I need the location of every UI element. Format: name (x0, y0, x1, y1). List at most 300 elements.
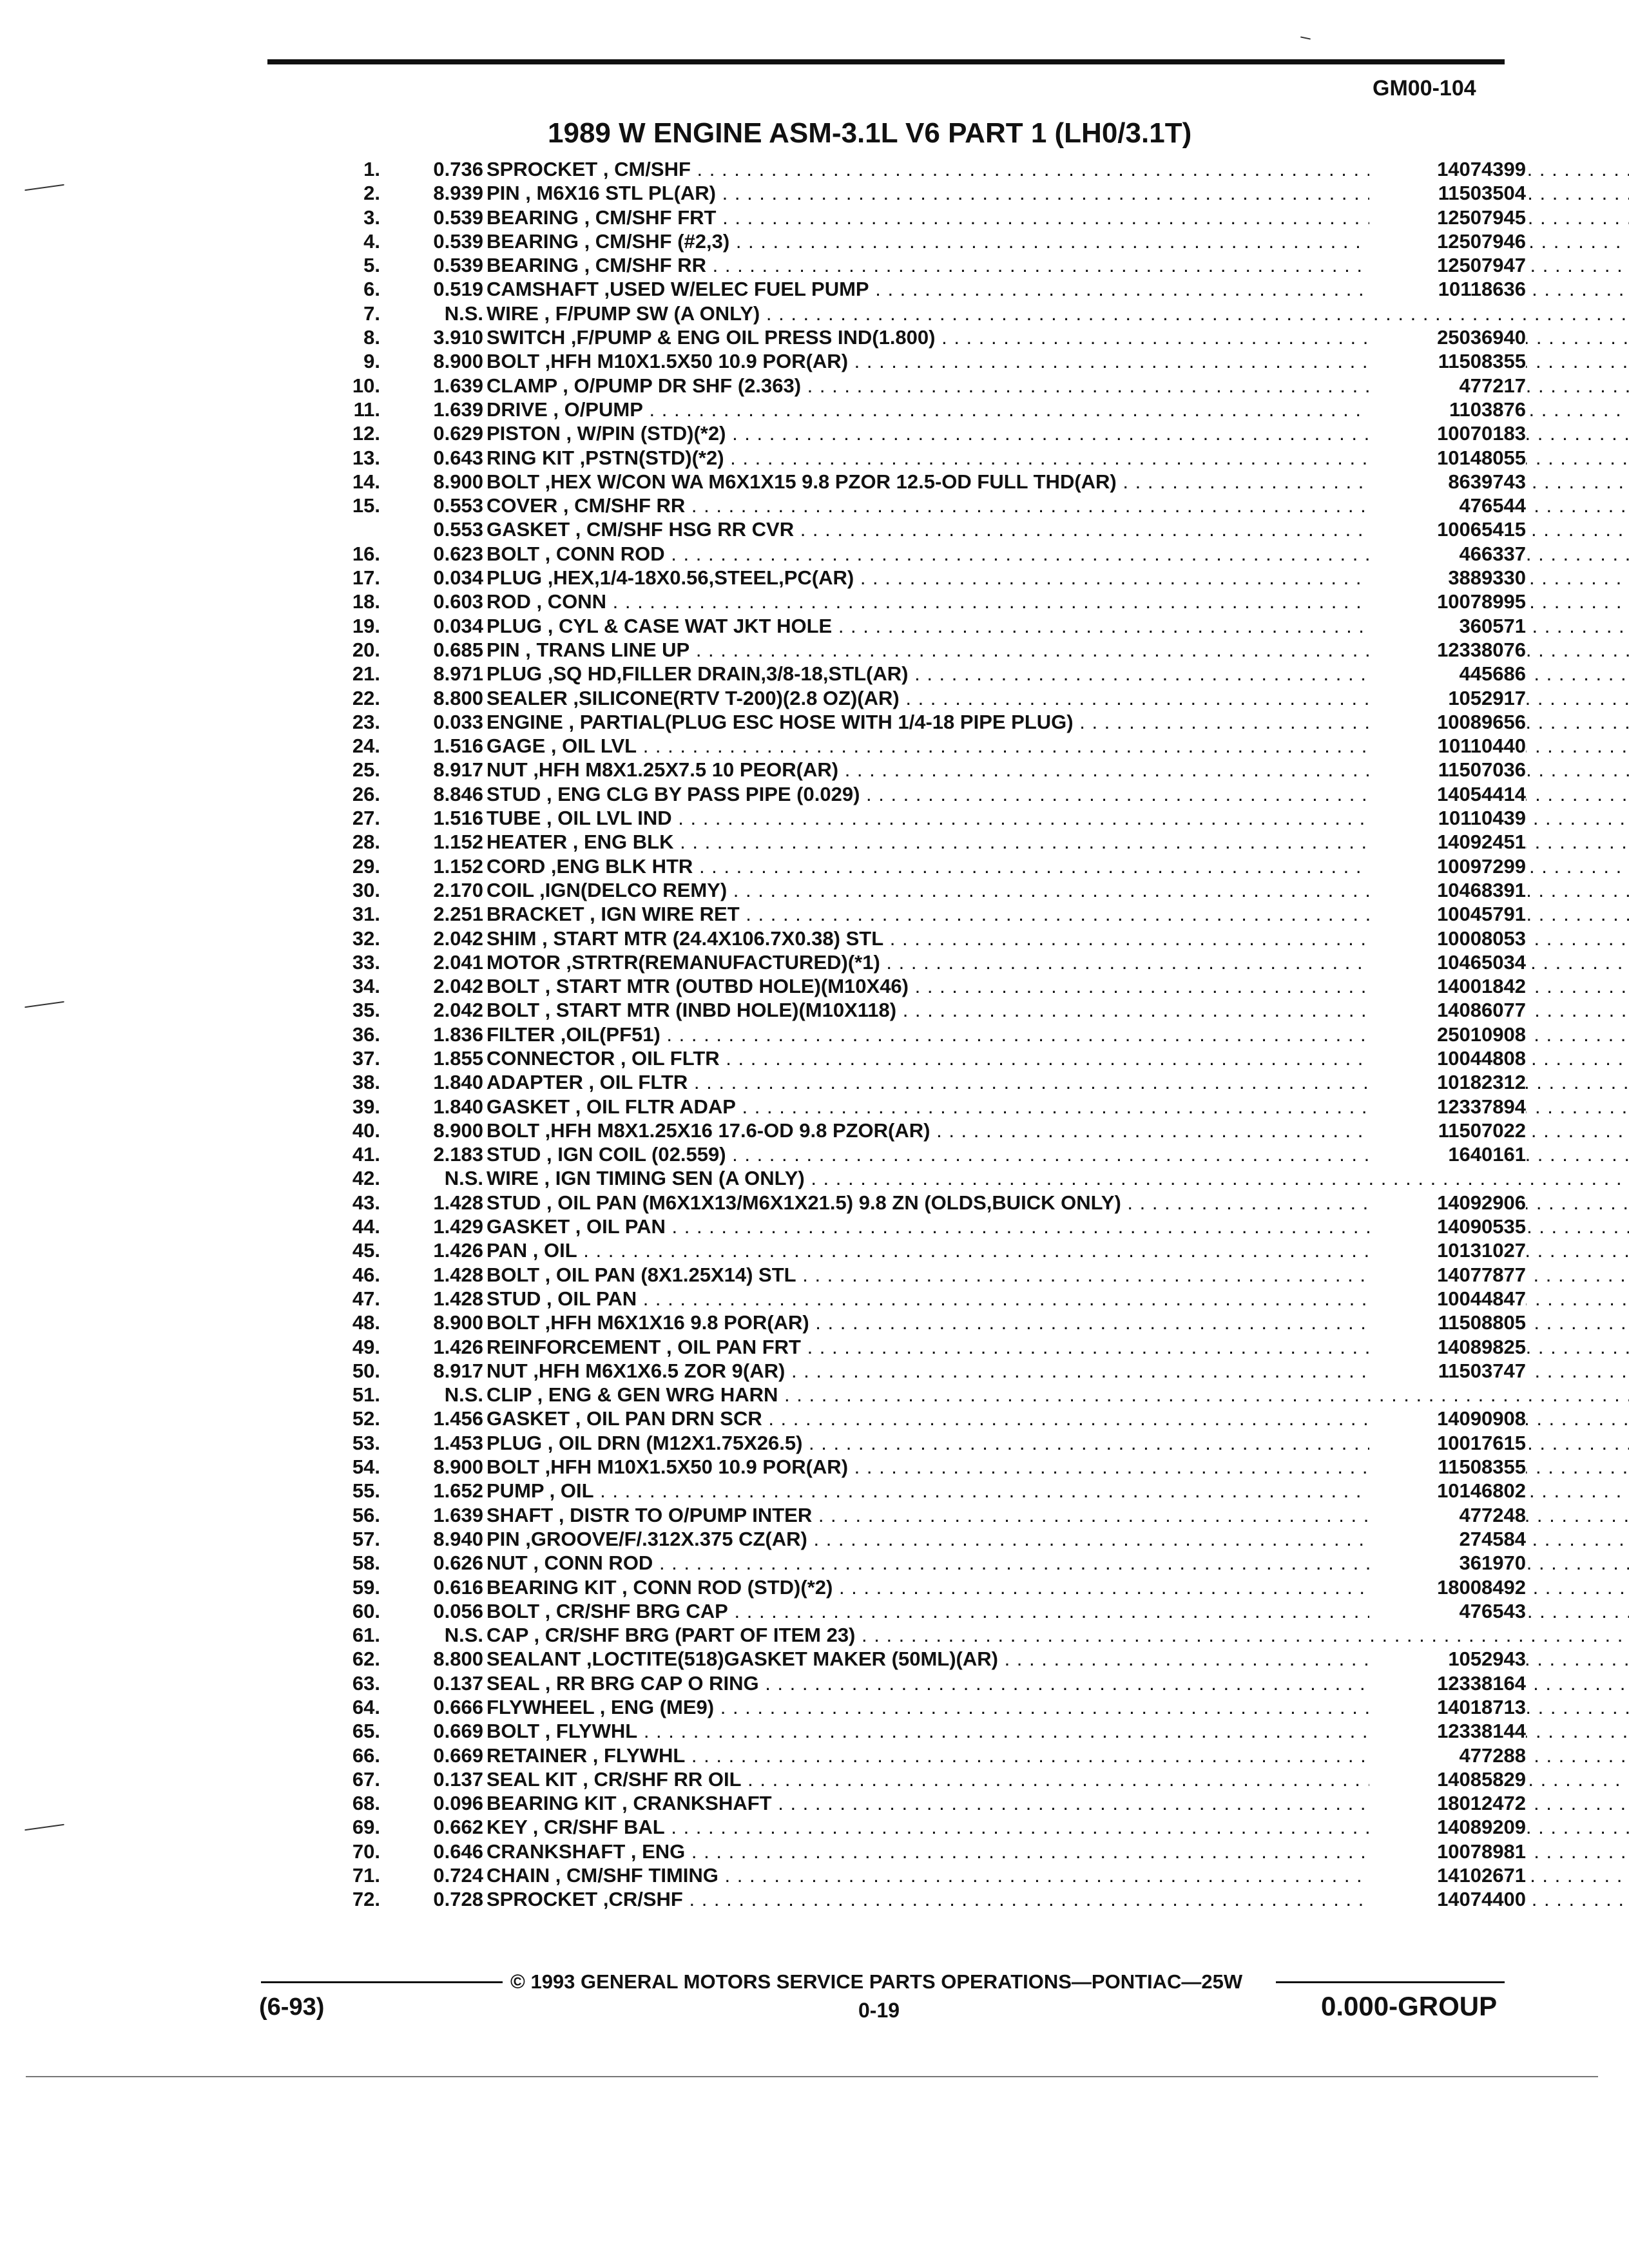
part-description: BOLT ,HFH M10X1.5X50 10.9 POR(AR) . . . (487, 1455, 1629, 1479)
group-number-cell: 1.516 (433, 807, 483, 830)
parts-row (284, 590, 1526, 613)
item-number: 14. (352, 470, 380, 493)
part-number: 18012472 (1369, 1791, 1526, 1815)
parts-row (284, 229, 1526, 253)
top-rule (267, 59, 1505, 64)
item-number: 19. (352, 614, 380, 637)
item-number: 60. (352, 1599, 380, 1622)
part-number: 10146802 (1369, 1479, 1526, 1503)
copyright-notice: © 1993 GENERAL MOTORS SERVICE PARTS OPERATIONS—PONTIAC—25W (510, 1970, 1243, 1993)
item-number: 35. (352, 999, 380, 1022)
part-number: 10097299 (1369, 854, 1526, 878)
part-description: SPROCKET ,CR/SHF . . . (487, 1887, 1629, 1911)
parts-row (284, 638, 1526, 662)
part-number: 445686 (1369, 662, 1526, 686)
group-number-cell: 0.728 (433, 1888, 483, 1911)
part-description: SEALANT ,LOCTITE(518)GASKET MAKER (50ML)(AR) . . . (487, 1647, 1629, 1671)
item-number: 72. (352, 1888, 380, 1911)
part-number: 14089209 (1369, 1815, 1526, 1839)
item-number: 27. (352, 807, 380, 830)
parts-row (284, 1142, 1526, 1166)
part-description: BOLT ,HFH M8X1.25X16 17.6-OD 9.8 PZOR(AR) . . . (487, 1119, 1629, 1142)
parts-row (284, 1551, 1526, 1575)
part-number: 1640161 (1369, 1142, 1526, 1166)
group-number-cell: 0.666 (433, 1696, 483, 1718)
parts-row (284, 1095, 1526, 1119)
part-number: 12337894 (1369, 1095, 1526, 1119)
item-number: 13. (352, 446, 380, 469)
part-number: 477288 (1369, 1744, 1526, 1767)
item-number: 2. (363, 182, 380, 205)
part-description: BEARING , CM/SHF (#2,3) . . . (487, 229, 1629, 253)
part-number: 8639743 (1369, 470, 1526, 494)
part-number: 10070183 (1369, 421, 1526, 445)
group-number-cell: 0.137 (433, 1671, 483, 1695)
group-number-cell: 8.940 (433, 1527, 483, 1550)
part-number: 14018713 (1369, 1695, 1526, 1719)
parts-row (284, 1791, 1526, 1815)
group-number-cell: 0.034 (433, 614, 483, 637)
parts-row (284, 1166, 1521, 1190)
item-number: 26. (352, 782, 380, 805)
group-number-cell: 8.900 (433, 1119, 483, 1142)
item-number: 8. (363, 326, 380, 349)
part-number: 14085829 (1369, 1767, 1526, 1791)
part-description: CLAMP , O/PUMP DR SHF (2.363) . . . (487, 374, 1629, 398)
part-number: 3889330 (1369, 566, 1526, 590)
item-number: 55. (352, 1479, 380, 1503)
part-description: PIN , M6X16 STL PL(AR) . . . (487, 181, 1629, 205)
group-number-cell: N.S. (444, 302, 483, 325)
part-description: BOLT , OIL PAN (8X1.25X14) STL . . . (487, 1263, 1629, 1287)
part-number: 11507036 (1369, 758, 1526, 782)
part-number: 12507945 (1369, 206, 1526, 229)
group-number-cell: 1.428 (433, 1287, 483, 1310)
item-number: 67. (352, 1767, 380, 1791)
group-number-cell: 1.453 (433, 1431, 483, 1454)
item-number: 38. (352, 1071, 380, 1094)
scan-mark (24, 1824, 64, 1831)
part-description: MOTOR ,STRTR(REMANUFACTURED)(*1) . . . (487, 950, 1629, 974)
group-number-cell: 1.426 (433, 1239, 483, 1262)
group-number-cell: 2.042 (433, 975, 483, 998)
item-number: 32. (352, 927, 380, 950)
part-description: RETAINER , FLYWHL . . . (487, 1744, 1629, 1767)
item-number: 68. (352, 1792, 380, 1815)
parts-row (284, 157, 1526, 181)
part-number: 14090535 (1369, 1215, 1526, 1238)
part-number: 274584 (1369, 1527, 1526, 1551)
item-number: 18. (352, 590, 380, 613)
part-description: BOLT ,HEX W/CON WA M6X1X15 9.8 PZOR 12.5-OD FULL THD(AR) . . . (487, 470, 1629, 494)
part-description: CRANKSHAFT , ENG . . . (487, 1840, 1629, 1863)
item-number: 45. (352, 1239, 380, 1262)
item-number: 29. (352, 854, 380, 878)
part-description: ADAPTER , OIL FLTR . . . (487, 1070, 1629, 1094)
parts-row (284, 446, 1526, 470)
group-number-cell: 0.096 (433, 1792, 483, 1815)
part-number: 14090908 (1369, 1407, 1526, 1430)
parts-row (284, 878, 1526, 902)
parts-row (284, 253, 1526, 277)
part-number: 11508355 (1369, 349, 1526, 373)
group-number-cell: 2.042 (433, 927, 483, 950)
part-number: 14086077 (1369, 998, 1526, 1022)
part-description: RING KIT ,PSTN(STD)(*2) . . . (487, 446, 1629, 470)
part-description: HEATER , ENG BLK . . . (487, 830, 1629, 854)
parts-row (284, 421, 1526, 445)
group-number-cell: 0.137 (433, 1767, 483, 1791)
part-description: GASKET , OIL PAN . . . (487, 1215, 1629, 1238)
part-number: 11507022 (1369, 1119, 1526, 1142)
scan-mark (1300, 36, 1311, 39)
parts-row (284, 1238, 1526, 1262)
part-description: PLUG , OIL DRN (M12X1.75X26.5) . . . (487, 1431, 1629, 1455)
group-number-cell: 0.643 (433, 446, 483, 469)
group-number-cell: 0.623 (433, 542, 483, 565)
item-number: 65. (352, 1720, 380, 1743)
item-number: 30. (352, 878, 380, 901)
item-number: 15. (352, 494, 380, 517)
parts-row (284, 206, 1526, 229)
part-number: 10465034 (1369, 950, 1526, 974)
part-description: FILTER ,OIL(PF51) . . . (487, 1023, 1629, 1046)
item-number: 23. (352, 710, 380, 733)
part-number: 10182312 (1369, 1070, 1526, 1094)
item-number: 17. (352, 566, 380, 590)
parts-row (284, 1191, 1526, 1215)
part-description: PIN ,GROOVE/F/.312X.375 CZ(AR) . . . (487, 1527, 1629, 1551)
part-description: KEY , CR/SHF BAL . . . (487, 1815, 1629, 1839)
part-description: BOLT , START MTR (INBD HOLE)(M10X118) . . . (487, 998, 1629, 1022)
item-number: 56. (352, 1503, 380, 1526)
parts-row (284, 1479, 1526, 1503)
item-number: 50. (352, 1359, 380, 1382)
part-number: 14074400 (1369, 1887, 1526, 1911)
item-number: 21. (352, 662, 380, 686)
footer-rule-left (261, 1981, 503, 1983)
parts-row (284, 782, 1526, 806)
part-number: 10065415 (1369, 517, 1526, 541)
group-number-cell: 1.152 (433, 831, 483, 854)
part-description: NUT ,HFH M8X1.25X7.5 10 PEOR(AR) . . . (487, 758, 1629, 782)
item-number: 58. (352, 1552, 380, 1575)
part-number: 10468391 (1369, 878, 1526, 902)
parts-row (284, 854, 1526, 878)
part-description: REINFORCEMENT , OIL PAN FRT . . . (487, 1335, 1629, 1359)
parts-row (284, 1599, 1526, 1623)
part-number: 10044808 (1369, 1046, 1526, 1070)
part-number: 18008492 (1369, 1575, 1526, 1599)
item-number: 46. (352, 1263, 380, 1286)
part-number: 10131027 (1369, 1238, 1526, 1262)
part-description: CAP , CR/SHF BRG (PART OF ITEM 23) . . . (487, 1623, 1629, 1647)
group-number-cell: 0.603 (433, 590, 483, 613)
revision-date: (6-93) (259, 1994, 325, 2021)
item-number: 69. (352, 1816, 380, 1839)
parts-row (284, 998, 1526, 1022)
group-number-cell: 8.917 (433, 1359, 483, 1382)
group-number-cell: 0.662 (433, 1816, 483, 1839)
item-number: 61. (352, 1624, 380, 1647)
part-description: BRACKET , IGN WIRE RET . . . (487, 902, 1629, 926)
parts-row (284, 181, 1526, 205)
part-number: 360571 (1369, 614, 1526, 638)
group-number-cell: 1.426 (433, 1335, 483, 1358)
parts-row (284, 1407, 1526, 1430)
parts-row (284, 470, 1526, 494)
group-number-cell: 8.800 (433, 1648, 483, 1671)
page-number: 0-19 (858, 1999, 900, 2022)
part-number: 10118636 (1369, 277, 1526, 301)
part-number: 12338144 (1369, 1719, 1526, 1743)
group-number-cell: 8.900 (433, 1456, 483, 1479)
part-number: 14001842 (1369, 974, 1526, 998)
group-number-cell: 1.429 (433, 1215, 483, 1238)
parts-row (284, 1744, 1526, 1767)
parts-row (284, 758, 1526, 782)
group-number-cell: 8.917 (433, 758, 483, 782)
parts-row (284, 1335, 1526, 1359)
part-number: 14092906 (1369, 1191, 1526, 1215)
part-description: PLUG ,HEX,1/4-18X0.56,STEEL,PC(AR) . . . (487, 566, 1629, 590)
part-description: CHAIN , CM/SHF TIMING . . . (487, 1863, 1629, 1887)
part-description: STUD , OIL PAN . . . (487, 1287, 1629, 1311)
group-number-cell: 0.629 (433, 422, 483, 445)
parts-row (284, 349, 1526, 373)
item-number: 57. (352, 1527, 380, 1550)
group-number-cell: 0.519 (433, 278, 483, 301)
group-number-cell: 0.539 (433, 254, 483, 277)
parts-row (284, 302, 1521, 325)
group-number-cell: 8.900 (433, 1311, 483, 1334)
part-number: 10008053 (1369, 927, 1526, 950)
parts-row (284, 1431, 1526, 1455)
part-description: PUMP , OIL . . . (487, 1479, 1629, 1503)
group-number-cell: 1.639 (433, 374, 483, 397)
group-number: 0.000-GROUP (1321, 1991, 1498, 2021)
item-number: 16. (352, 542, 380, 565)
parts-row (284, 1695, 1526, 1719)
group-number-cell: 1.428 (433, 1263, 483, 1286)
group-number-cell: 2.170 (433, 878, 483, 901)
parts-row (284, 1647, 1526, 1671)
item-number: 70. (352, 1840, 380, 1863)
part-number: 25010908 (1369, 1023, 1526, 1046)
parts-row (284, 1719, 1526, 1743)
group-number-cell: 0.616 (433, 1575, 483, 1599)
item-number: 43. (352, 1191, 380, 1214)
item-number: 25. (352, 758, 380, 782)
part-description: BOLT , CR/SHF BRG CAP . . . (487, 1599, 1629, 1623)
group-number-cell: 1.855 (433, 1046, 483, 1070)
parts-row (284, 950, 1526, 974)
part-number: 10110439 (1369, 806, 1526, 830)
parts-row (284, 806, 1526, 830)
part-description: BOLT ,HFH M6X1X16 9.8 POR(AR) . . . (487, 1311, 1629, 1334)
parts-row (284, 686, 1526, 710)
parts-row (284, 1455, 1526, 1479)
item-number: 34. (352, 975, 380, 998)
item-number: 71. (352, 1864, 380, 1887)
part-number: 11508805 (1369, 1311, 1526, 1334)
group-number-cell: 0.553 (433, 494, 483, 517)
part-number: 10110440 (1369, 734, 1526, 758)
parts-row (284, 517, 1526, 541)
item-number: 63. (352, 1671, 380, 1695)
part-description: CORD ,ENG BLK HTR . . . (487, 854, 1629, 878)
part-description: BEARING , CM/SHF RR . . . (487, 253, 1629, 277)
part-number: 10017615 (1369, 1431, 1526, 1455)
parts-row (284, 398, 1526, 421)
parts-row (284, 1767, 1526, 1791)
item-number: 6. (363, 278, 380, 301)
item-number: 49. (352, 1335, 380, 1358)
parts-row (284, 1287, 1526, 1311)
item-number: 12. (352, 422, 380, 445)
part-number: 14102671 (1369, 1863, 1526, 1887)
group-number-cell: 0.626 (433, 1552, 483, 1575)
part-number: 14054414 (1369, 782, 1526, 806)
group-number-cell: 0.669 (433, 1720, 483, 1743)
parts-row (284, 614, 1526, 638)
parts-row (284, 1359, 1526, 1383)
group-number-cell: 0.539 (433, 206, 483, 229)
parts-row (284, 1503, 1526, 1527)
item-number: 33. (352, 950, 380, 974)
group-number-cell: 0.539 (433, 229, 483, 253)
parts-row (284, 974, 1526, 998)
part-number: 1052917 (1369, 686, 1526, 710)
item-number: 3. (363, 206, 380, 229)
parts-row (284, 1671, 1526, 1695)
item-number: 28. (352, 831, 380, 854)
group-number-cell: 3.910 (433, 326, 483, 349)
item-number: 40. (352, 1119, 380, 1142)
part-description: PLUG ,SQ HD,FILLER DRAIN,3/8-18,STL(AR) . . . (487, 662, 1629, 686)
part-description: PLUG , CYL & CASE WAT JKT HOLE . . . (487, 614, 1629, 638)
item-number: 22. (352, 686, 380, 709)
item-number: 52. (352, 1407, 380, 1430)
item-number: 5. (363, 254, 380, 277)
part-number: 25036940 (1369, 325, 1526, 349)
part-description: SHIM , START MTR (24.4X106.7X0.38) STL . . . (487, 927, 1629, 950)
part-number: 10089656 (1369, 710, 1526, 734)
item-number: 48. (352, 1311, 380, 1334)
part-description: PAN , OIL . . . (487, 1238, 1629, 1262)
item-number: 20. (352, 638, 380, 661)
part-number: 10078995 (1369, 590, 1526, 613)
part-number: 12338076 (1369, 638, 1526, 662)
part-description: WIRE , F/PUMP SW (A ONLY) . . . (487, 302, 1629, 325)
part-description: TUBE , OIL LVL IND . . . (487, 806, 1629, 830)
group-number-cell: 1.456 (433, 1407, 483, 1430)
part-description: WIRE , IGN TIMING SEN (A ONLY) . . . (487, 1166, 1629, 1190)
part-description: SEAL , RR BRG CAP O RING . . . (487, 1671, 1629, 1695)
group-number-cell: 1.639 (433, 398, 483, 421)
item-number: 4. (363, 229, 380, 253)
parts-row (284, 1383, 1521, 1407)
parts-row (284, 1023, 1526, 1046)
part-number: 477248 (1369, 1503, 1526, 1527)
part-description: FLYWHEEL , ENG (ME9) . . . (487, 1695, 1629, 1719)
group-number-cell: 1.840 (433, 1095, 483, 1118)
part-description: STUD , OIL PAN (M6X1X13/M6X1X21.5) 9.8 ZN (OLDS,BUICK ONLY) . . . (487, 1191, 1629, 1215)
parts-row (284, 1311, 1526, 1334)
part-description: SEAL KIT , CR/SHF RR OIL . . . (487, 1767, 1629, 1791)
bottom-rule (26, 2076, 1598, 2077)
parts-row (284, 662, 1526, 686)
part-number: 11503504 (1369, 181, 1526, 205)
item-number: 31. (352, 903, 380, 926)
item-number: 9. (363, 350, 380, 373)
group-number-cell: 8.971 (433, 662, 483, 686)
parts-row (284, 927, 1526, 950)
part-description: COVER , CM/SHF RR . . . (487, 494, 1629, 517)
part-description: GASKET , OIL FLTR ADAP . . . (487, 1095, 1629, 1119)
group-number-cell: 0.033 (433, 710, 483, 733)
item-number: 36. (352, 1023, 380, 1046)
parts-row (284, 1263, 1526, 1287)
part-description: STUD , ENG CLG BY PASS PIPE (0.029) . . . (487, 782, 1629, 806)
part-description: NUT , CONN ROD . . . (487, 1551, 1629, 1575)
part-number: 11508355 (1369, 1455, 1526, 1479)
part-description: PISTON , W/PIN (STD)(*2) . . . (487, 421, 1629, 445)
item-number: 47. (352, 1287, 380, 1310)
parts-row (284, 494, 1526, 517)
part-number: 10044847 (1369, 1287, 1526, 1311)
group-number-cell: 0.034 (433, 566, 483, 590)
part-description: BOLT , FLYWHL . . . (487, 1719, 1629, 1743)
part-number: 477217 (1369, 374, 1526, 398)
part-number: 12507947 (1369, 253, 1526, 277)
group-number-cell: 1.516 (433, 735, 483, 758)
part-number: 361970 (1369, 1551, 1526, 1575)
footer-rule-right (1276, 1981, 1505, 1983)
group-number-cell: 2.041 (433, 950, 483, 974)
parts-row (284, 1887, 1526, 1911)
part-description: GASKET , CM/SHF HSG RR CVR . . . (487, 517, 1629, 541)
part-number: 10148055 (1369, 446, 1526, 470)
item-number: 62. (352, 1648, 380, 1671)
group-number-cell: 2.042 (433, 999, 483, 1022)
part-description: CLIP , ENG & GEN WRG HARN . . . (487, 1383, 1629, 1407)
group-number-cell: N.S. (444, 1167, 483, 1190)
parts-row (284, 902, 1526, 926)
part-number: 14074399 (1369, 157, 1526, 181)
parts-row (284, 1119, 1526, 1142)
group-number-cell: 8.900 (433, 470, 483, 493)
group-number-cell: 1.836 (433, 1023, 483, 1046)
group-number-cell: 2.183 (433, 1143, 483, 1166)
part-number: 10045791 (1369, 902, 1526, 926)
item-number: 51. (352, 1383, 380, 1407)
part-number: 12338164 (1369, 1671, 1526, 1695)
part-description: BOLT ,HFH M10X1.5X50 10.9 POR(AR) . . . (487, 349, 1629, 373)
group-number-cell: 0.056 (433, 1599, 483, 1622)
parts-row (284, 1863, 1526, 1887)
group-number-cell: 1.152 (433, 854, 483, 878)
parts-row (284, 277, 1526, 301)
part-description: GASKET , OIL PAN DRN SCR . . . (487, 1407, 1629, 1430)
part-number: 14077877 (1369, 1263, 1526, 1287)
item-number: 42. (352, 1167, 380, 1190)
parts-row (284, 1623, 1521, 1647)
part-description: CAMSHAFT ,USED W/ELEC FUEL PUMP . . . (487, 277, 1629, 301)
group-number-cell: 0.724 (433, 1864, 483, 1887)
parts-list (284, 157, 1526, 1912)
parts-row (284, 566, 1526, 590)
